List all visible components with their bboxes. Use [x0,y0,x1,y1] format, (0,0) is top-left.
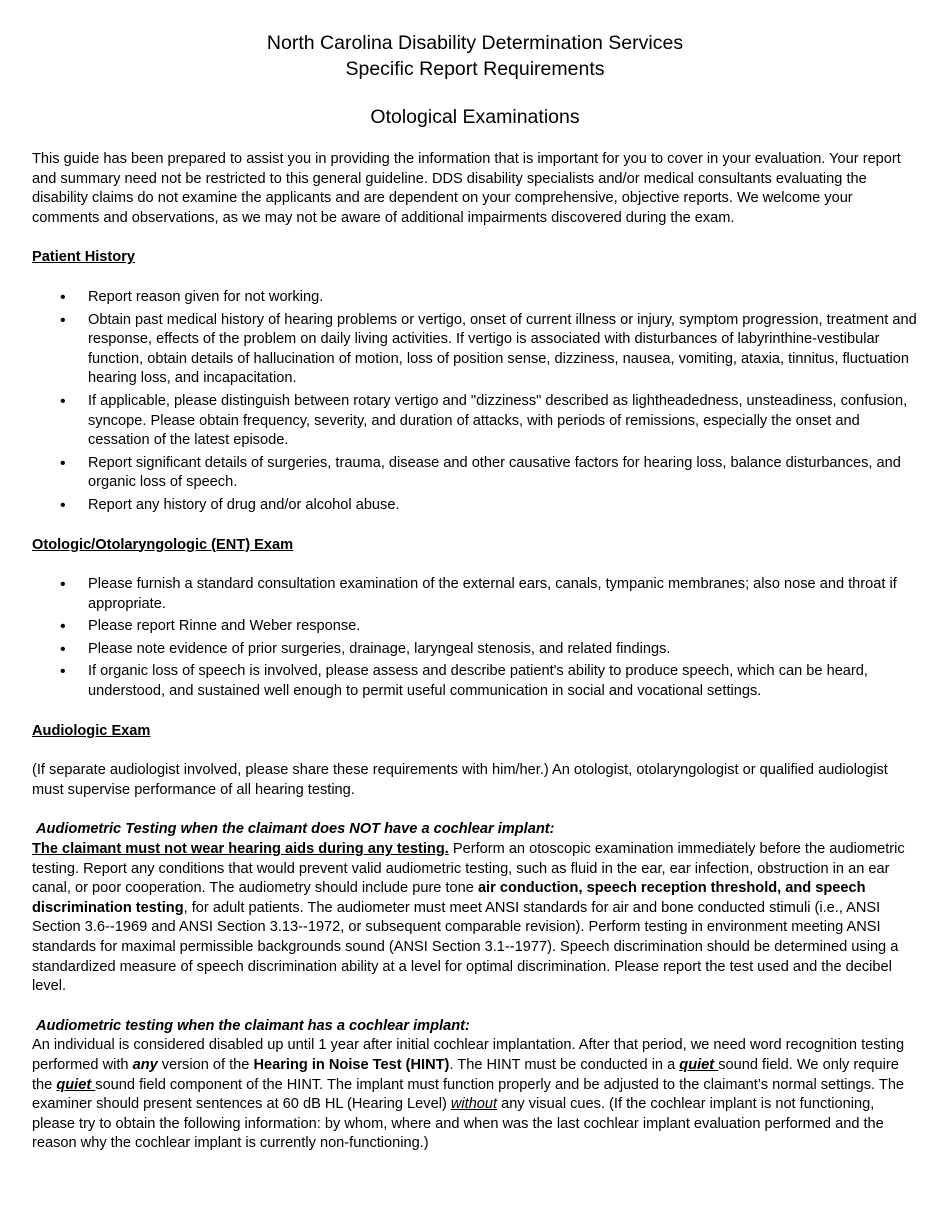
emphasis-without: without [450,1096,498,1113]
audiologic-exam-heading: Audiologic Exam [32,722,151,739]
implant-subheading: Audiometric testing when the claimant has a cochlear implant: [36,1017,470,1034]
report-requirements-title: Specific Report Requirements [345,58,605,80]
list-item: • Please furnish a standard consultation examination of the external ears, canals, tympanic membranes; also nose and throat if appropriate. [88,575,918,614]
page-title: Otological Examinations [370,106,580,128]
list-item: • Please report Rinne and Weber response. [88,617,918,637]
paragraph-text: Perform an otoscopic examination immediately before the audiometric testing. Report any conditions that would prevent valid audiometric testing, such as fluid in the ear, ear infection, obstruction in an ear canal, or poor cooperation. The audiometry should include pure tone [32,841,905,897]
hint-test-name: Hearing in Noise Test (HINT) [253,1056,450,1073]
paragraph-text: , for adult patients. The audiometer must meet ANSI standards for air and bone conducted stimuli (i.e., ANSI Section 3.6--1969 and ANSI Section 3.13--1972, or subsequent comparable revision). Perform testing in environment meeting ANSI standards for maximal permissible backgrounds sound (ANSI Section 3.1--1977). Speech discrimination should be determined using a standardized measure of speech discrimination ability at a level for optimal discrimination. Please report the test used and the decibel level. [32,899,899,995]
no-implant-paragraph [32,840,918,997]
paragraph-text: any visual cues. (If the cochlear implant is not functioning, please try to obtain the following information: by whom, where and when was the last cochlear implant evaluation performed and the reason why the cochlear implant is currently non-functioning.) [32,1096,884,1152]
emphasis-any: any [132,1056,158,1073]
paragraph-text: An individual is considered disabled up until 1 year after initial cochlear implantation. After that period, we need word recognition testing performed with [32,1037,905,1073]
audiologic-intro: (If separate audiologist involved, please share these requirements with him/her.) An otologist, otolaryngologist or qualified audiologist must supervise performance of all hearing testing. [32,762,888,798]
document-page [32,30,918,1154]
paragraph-text: sound field. We only require the [32,1056,899,1093]
list-item: • Report significant details of surgeries, trauma, disease and other causative factors for hearing loss, balance disturbances, and organic loss of speech. [88,454,918,493]
spacer [32,997,918,1017]
intro-paragraph: This guide has been prepared to assist you in providing the information that is important for you to cover in your evaluation. Your report and summary need not be restricted to this general guideline. DDS disability specialists and/or medical consultants evaluating the disability claims do not examine the applicants and are dependent on your comprehensive, objective reports. We welcome your comments and observations, as we may not be aware of additional impairments discovered during the exam. [32,151,901,226]
paragraph-text: sound field component of the HINT. The implant must function properly and be adjusted to the claimant’s normal settings. The examiner should present sentences at 60 dB HL (Hearing Level) [32,1076,905,1113]
list-item: • Report reason given for not working. [88,288,918,308]
ent-exam-heading: Otologic/Otolaryngologic (ENT) Exam [32,536,294,553]
patient-history-heading: Patient History [32,249,135,266]
no-implant-subheading: Audiometric Testing when the claimant does NOT have a cochlear implant: [36,821,555,838]
implant-paragraph [32,1036,918,1154]
list-item: • Report any history of drug and/or alcohol abuse. [88,496,918,516]
test-types-bold: air conduction, speech reception threshold, and speech discrimination testing [32,880,866,916]
list-item: • If applicable, please distinguish between rotary vertigo and "dizziness" described as lightheadedness, unsteadiness, confusion, syncope. Please obtain frequency, severity, and duration of attacks, with periods of remissions, especially the onset and cessation of the latest episode. [88,392,918,451]
title-spacer [32,82,918,104]
list-item: • Obtain past medical history of hearing problems or vertigo, onset of current illness or injury, symptom progression, treatment and response, effects of the problem on daily living activities. If vertigo is associated with disturbances of labyrinthine-vestibular function, obtain details of hallucination of motion, loss of position sense, dizziness, nausea, vomiting, ataxia, tinnitus, fluctuation hearing loss, and incapacitation. [88,311,918,389]
emphasis-quiet: quiet [679,1056,719,1073]
ent-exam-list [32,575,918,702]
list-item: • If organic loss of speech is involved, please assess and describe patient's ability to produce speech, which can be heard, understood, and sustained well enough to permit useful communication in social and vocational settings. [88,662,918,701]
no-hearing-aids-notice: The claimant must not wear hearing aids during any testing. [32,841,449,858]
patient-history-list [32,288,918,516]
emphasis-quiet: quiet [56,1076,96,1093]
spacer [32,800,918,820]
agency-title: North Carolina Disability Determination Services [266,32,684,54]
paragraph-text: . The HINT must be conducted in a [449,1056,680,1073]
list-item: • Please note evidence of prior surgeries, drainage, laryngeal stenosis, and related findings. [88,640,918,660]
paragraph-text: version of the [157,1056,254,1073]
